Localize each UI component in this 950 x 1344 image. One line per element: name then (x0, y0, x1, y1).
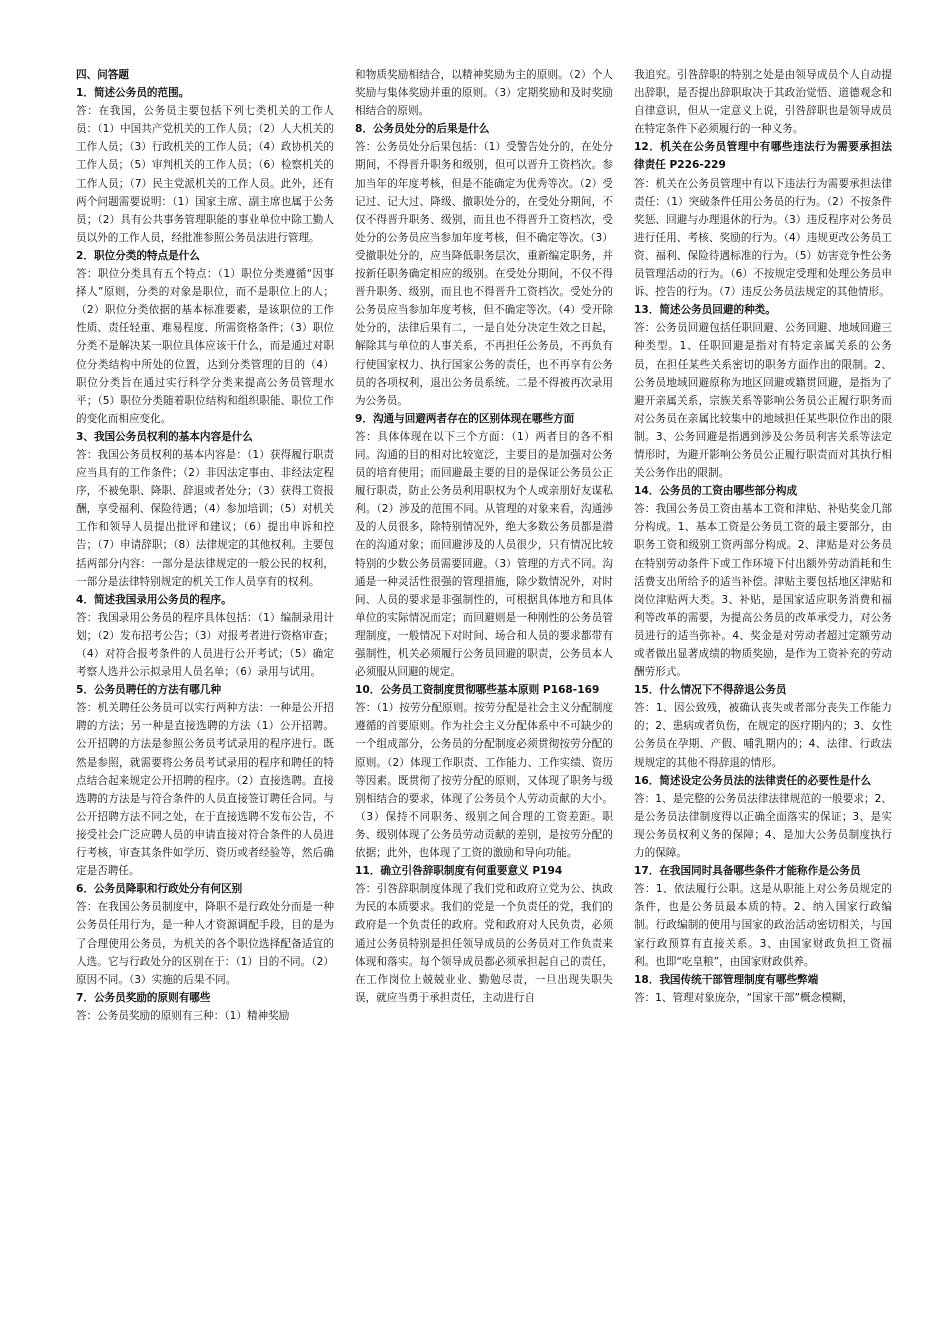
answer-paragraph: 答：1、是完整的公务员法律法律规范的一般要求；2、是公务员法律制度得以正确全面落实的保证；3、是实现公务员权利义务的保障；4、是加大公务员制度执行力的保障。 (634, 792, 892, 860)
question-heading: 10．公务员工资制度贯彻哪些基本原则 P168-169 (355, 684, 600, 697)
text-column-right (634, 66, 892, 1296)
answer-paragraph: 答：在我国，公务员主要包括下列七类机关的工作人员：（1）中国共产党机关的工作人员；（2）人大机关的工作人员；（3）行政机关的工作人员；（4）政协机关的工作人员；（5）审判机关的工作人员；（6）检察机关的工作人员；（7）民主党派机关的工作人员。此外，还有两个问题需要说明：（1）国家主席、副主席也属于公务员；（2）具有公共事务管理职能的事业单位中除工勤人员以外的工作人员，经批准参照公务员法进行管理。 (76, 105, 334, 244)
answer-paragraph: 答：机关聘任公务员可以实行两种方法：一种是公开招聘的方法；另一种是直接选聘的方法（1）公开招聘。公开招聘的方法是参照公务员考试录用的程序进行。既然是参照，就需要将公务员考试录用的程序和聘任的特点结合起来规定公开招聘的程序。（2）直接选聘。直接选聘的方法是与符合条件的人员直接签订聘任合同。与公开招聘方法不同之处，在于直接选聘不发布公告，不接受社会广泛应聘人员的申请直接对符合条件的人员进行考核，审查其条件如学历、资历或者经验等，然后确定是否聘任。 (76, 702, 334, 878)
answer-paragraph: 答：具体体现在以下三个方面：（1）两者目的各不相同。沟通的目的相对比较宽泛，主要目的是加强对公务员的培育使用；而回避最主要的目的是保证公务员公正履行职责，防止公务员利用职权为个人或亲朋好友谋私利。（2）涉及的范围不同。从管理的对象来看，沟通涉及的人员很多，除特别情况外，绝大多数公务员都是潜在的沟通对象；而回避涉及的人员很少，只有情况比较特别的少数公务员需要回避。（3）管理的方式不同。沟通是一种灵活性很强的管理措施，除少数情况外，对时间、人员的要求是非强制性的，可根据具体地方和具体单位的实际情况而定；而回避则是一种刚性的公务员管理制度，一般情况下对时间、场合和人员的要求都带有强制性，机关必须履行公务员回避的职责，公务员本人必须服从回避的规定。 (355, 430, 613, 679)
answer-paragraph: 答：公务员奖励的原则有三种：（1）精神奖励 (76, 1009, 290, 1022)
question-heading: 18．我国传统干部管理制度有哪些弊端 (634, 973, 819, 986)
question-heading: 1．简述公务员的范围。 (76, 87, 190, 100)
text-column-left (76, 66, 334, 1296)
answer-paragraph: 我追究。引咎辞职的特别之处是由领导成员个人自动提出辞职，是否提出辞职取决于其政治觉悟、道德观念和自律意识，但从一定意义上说，引咎辞职也是领导成员在特定条件下必须履行的一种义务。 (634, 69, 892, 136)
answer-paragraph: 答：我国公务员权利的基本内容是：（1）获得履行职责应当具有的工作条件；（2）非因法定事由、非经法定程序，不被免职、降职、辞退或者处分；（3）获得工资报酬，享受福利、保险待遇；（4）参加培训；（5）对机关工作和领导人员提出批评和建议；（6）提出申诉和控告；（7）申请辞职；（8）法律规定的其他权利。主要包括两部分内容：一部分是法律规定的一般公民的权利，一部分是法律特别规定的机关工作人员享有的权利。 (76, 448, 334, 588)
answer-paragraph: 和物质奖励相结合，以精神奖励为主的原则。（2）个人奖励与集体奖励并重的原则。（3）定期奖励和及时奖励相结合的原则。 (355, 69, 613, 118)
question-heading: 9．沟通与回避两者存在的区别体现在哪些方面 (355, 412, 575, 425)
question-heading: 13．简述公务员回避的种类。 (634, 304, 776, 317)
answer-paragraph: 答：我国录用公务员的程序具体包括：（1）编制录用计划；（2）发布招考公告；（3）对报考者进行资格审查；（4）对符合报考条件的人员进行公开考试；（5）确定考察人选并公示拟录用人员名单；（6）录用与试用。 (76, 611, 334, 679)
question-heading: 17．在我国同时具备哪些条件才能称作是公务员 (634, 865, 861, 878)
answer-paragraph: 答：机关在公务员管理中有以下违法行为需要承担法律责任：（1）突破条件任用公务员的行为。（2）不按条件奖惩、回避与办理退休的行为。（3）违反程序对公务员进行任用、考核、奖励的行为。（4）违规更改公务员工资、福利、保险待遇标准的行为。（5）妨害竞争性公务员管理活动的行为。（6）不按规定受理和处理公务员申诉、控告的行为。（7）违反公务员法规定的其他情形。 (634, 177, 892, 299)
question-heading: 16．简述设定公务员法的法律责任的必要性是什么 (634, 774, 872, 787)
answer-paragraph: 答：公务员回避包括任职回避、公务回避、地域回避三种类型。1、任职回避是指对有特定亲属关系的公务员，在担任某些关系密切的职务方面作出的限制。2、公务员地域回避原称为地区回避或籍贯回避，是指为了避开亲属关系，宗族关系等影响公务员公正履行职务而对公务员在亲属比较集中的地域担任某些职位作出的限制。3、公务回避是指遇到涉及公务员利害关系等法定情形时，为避开影响公务员公正履行职责而对其执行相关公务作出的限制。 (634, 322, 892, 480)
answer-paragraph: 答：1、依法履行公职。这是从职能上对公务员规定的条件，也是公务员最本质的特。2、纳入国家行政编制。行政编制的使用与国家的政治活动密切相关，与国家行政预算有直接关系。3、由国家财政负担工资福利。也即“吃皇粮”，由国家财政供养。 (634, 883, 892, 968)
question-heading: 4．简述我国录用公务员的程序。 (76, 593, 232, 606)
question-heading: 2．职位分类的特点是什么 (76, 249, 200, 262)
question-heading: 5．公务员聘任的方法有哪几种 (76, 684, 222, 697)
text-column-middle (355, 66, 613, 1296)
question-heading: 12．机关在公务员管理中有哪些违法行为需要承担法律责任 P226-229 (634, 141, 892, 172)
question-heading: 7．公务员奖励的原则有哪些 (76, 991, 211, 1004)
answer-paragraph: 答：1、因公致残，被确认丧失或者部分丧失工作能力的；2、患病或者负伤，在规定的医疗期内的；3、女性公务员在孕期、产假、哺乳期内的；4、法律、行政法规规定的其他不得辞退的情形。 (634, 702, 892, 769)
question-heading: 6．公务员降职和行政处分有何区别 (76, 883, 243, 896)
question-heading: 四、问答题 (76, 69, 129, 81)
answer-paragraph: 答：引咎辞职制度体现了我们党和政府立党为公、执政为民的本质要求。我们的党是一个负责任的党，我们的政府是一个负责任的政府。党和政府对人民负责，必须通过公务员特别是担任领导成员的公务员对工作负责来体现和落实。每个领导成员都必须承担起自己的责任，在工作岗位上兢兢业业、勤勉尽责，一旦出现失职失误，就应当勇于承担责任，主动进行自 (355, 883, 613, 1004)
answer-paragraph: 答：公务员处分后果包括：（1）受警告处分的，在处分期间，不得晋升职务和级别，但可以晋升工资档次。参加当年的年度考核，但是不能确定为优秀等次。（2）受记过、记大过、降级、撤职处分的，在受处分期间，不仅不得晋升职务、级别，而且也不得晋升工资档次，受处分的公务员应当参加年度考核，但不确定等次。（3）受撤职处分的，应当降低职务层次，重新编定职务，并按新任职务确定相应的级别。在受处分期间，不仅不得晋升职务、级别，而且也不得晋升工资档次。受处分的公务员应当参加年度考核，但不确定等次。（4）受开除处分的，法律后果有二，一是自处分决定生效之日起，解除其与单位的人事关系，不再担任公务员，不再负有行使国家权力、执行国家公务的责任，也不再享有公务员的各项权利，退出公务员系统。二是不得被再次录用为公务员。 (355, 141, 613, 407)
answer-paragraph: 答：在我国公务员制度中，降职不是行政处分而是一种公务员任用行为，是一种人才资源调配手段，目的是为了合理使用公务员，为机关的各个职位选择配备适宜的人选。它与行政处分的区别在于：（1）目的不同。（2）原因不同。（3）实施的后果不同。 (76, 901, 334, 986)
question-heading: 8．公务员处分的后果是什么 (355, 123, 490, 136)
answer-paragraph: 答：（1）按劳分配原则。按劳分配是社会主义分配制度遵循的首要原则。作为社会主义分配体系中不可缺少的一个组成部分，公务员的分配制度必须贯彻按劳分配的原则。（2）体现工作职责、工作能力、工作实绩、资历等因素。既贯彻了按劳分配的原则，又体现了职务与级别相结合的要求，体现了公务员个人劳动贡献的大小。（3）保持不同职务、级别之间合理的工资差距。职务、级别体现了公务员劳动贡献的差别，是按劳分配的依据；此外，也体现了工资的激励和导向功能。 (355, 702, 613, 860)
answer-paragraph: 答：职位分类具有五个特点：（1）职位分类遵循“因事择人”原则，分类的对象是职位，而不是职位上的人；（2）职位分类依据的基本标准要素，是该职位的工作性质、责任轻重、难易程度、所需资格条件；（3）职位分类不是解决某一职位具体应该干什么，而是通过对职位分类结构中所处的位置，达到分类管理的目的（4）职位分类旨在通过实行科学分类来提高公务员管理水平；（5）职位分类随着职位结构和组织职能、职位工作的变化而相应变化。 (76, 268, 334, 425)
answer-paragraph: 答：1、管理对象庞杂，“国家干部”概念模糊， (634, 991, 853, 1004)
question-heading: 15．什么情况下不得辞退公务员 (634, 684, 787, 697)
question-heading: 14．公务员的工资由哪些部分构成 (634, 485, 798, 498)
question-heading: 3、我国公务员权利的基本内容是什么 (76, 430, 253, 443)
answer-paragraph: 答：我国公务员工资由基本工资和津贴、补贴奖金几部分构成。1、基本工资是公务员工资的最主要部分，由职务工资和级别工资两部分构成。2、津贴是对公务员在特别劳动条件下或工作环境下付出额外劳动消耗和生活费支出所给予的适当补偿。津贴主要包括地区津贴和岗位津贴两大类。3、补贴，是国家适应职务消费和福利等改革的需要，为提高公务员的改革承受力，对公务员进行的适当弥补。4、奖金是对劳动者超过定额劳动或者做出显著成绩的物质奖励，是作为工资补充的劳动酬劳形式。 (634, 503, 892, 679)
question-heading: 11．确立引咎辞职制度有何重要意义 P194 (355, 865, 563, 878)
